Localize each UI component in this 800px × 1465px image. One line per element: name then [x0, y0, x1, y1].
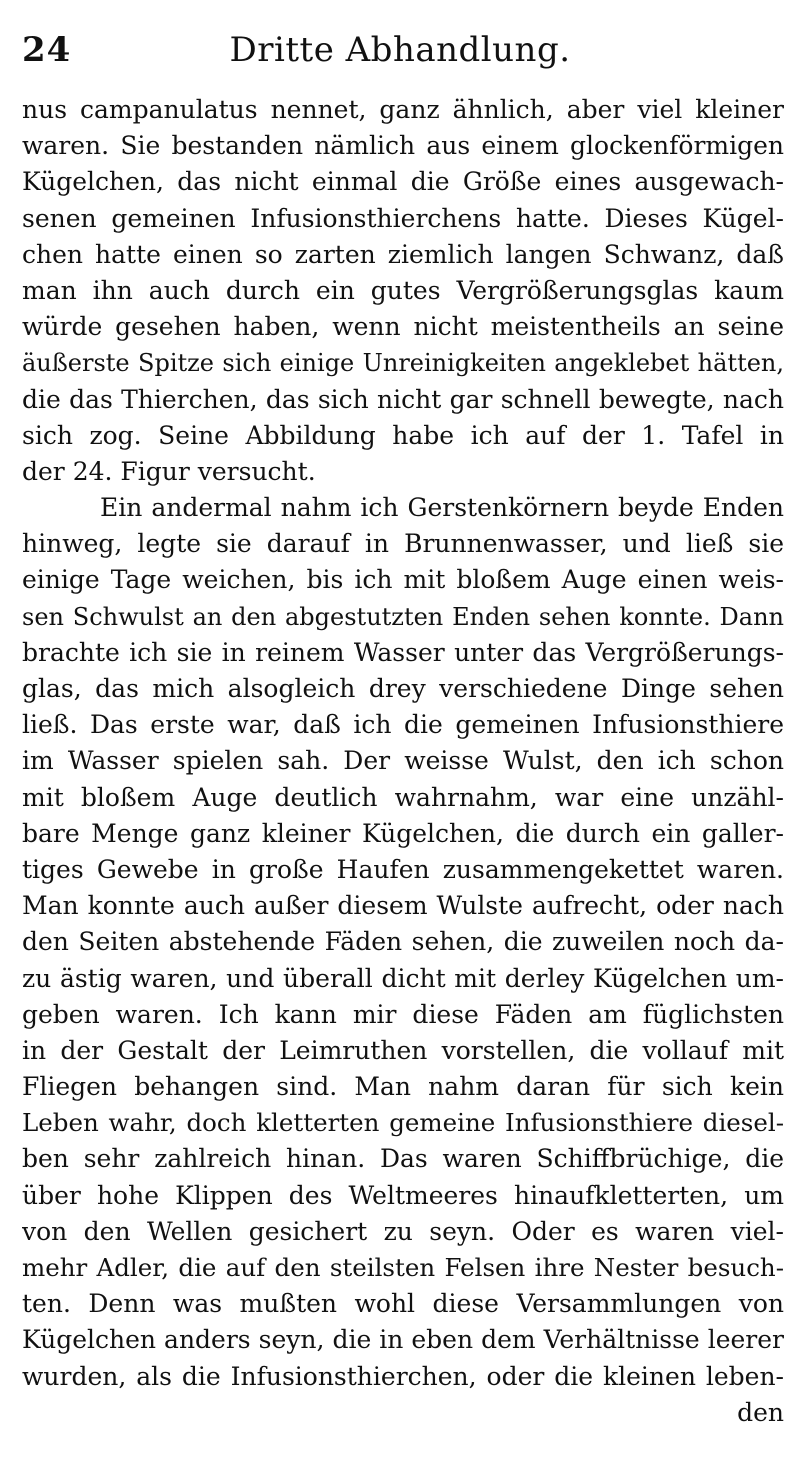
- text-line: Kügelchen anders seyn, die in eben dem Verhältnisse leerer: [22, 1325, 784, 1355]
- text-line: hinweg, legte sie darauf in Brunnenwasser, und ließ sie: [22, 529, 784, 559]
- page-header: [22, 24, 778, 80]
- text-line: man ihn auch durch ein gutes Vergrößerungsglas kaum: [22, 275, 784, 305]
- text-line: würde gesehen haben, wenn nicht meistentheils an seine: [22, 312, 784, 342]
- paragraph-start-line: Ein andermal nahm ich Gerstenkörnern beyde Enden: [100, 493, 784, 523]
- text-line: im Wasser spielen sah. Der weisse Wulst, den ich schon: [22, 746, 784, 776]
- text-line: geben waren. Ich kann mir diese Fäden am füglichsten: [22, 999, 784, 1029]
- text-line: Kügelchen, das nicht einmal die Größe eines ausgewach-: [22, 167, 784, 197]
- text-line: bare Menge ganz kleiner Kügelchen, die durch ein galler-: [22, 818, 784, 848]
- text-line: mit bloßem Auge deutlich wahrnahm, war eine unzähl-: [22, 782, 784, 812]
- text-line: senen gemeinen Infusionsthierchens hatte. Dieses Kügel-: [22, 203, 784, 233]
- text-line: glas, das mich alsogleich drey verschiedene Dinge sehen: [22, 674, 784, 703]
- text-line: mehr Adler, die auf den steilsten Felsen ihre Nester besuch-: [22, 1253, 784, 1282]
- text-line: einige Tage weichen, bis ich mit bloßem Auge einen weis-: [22, 565, 784, 595]
- text-line: ten. Denn was mußten wohl diese Versammlungen von: [22, 1289, 784, 1319]
- catchword: den: [737, 1397, 784, 1427]
- text-line: nus campanulatus nennet, ganz ähnlich, aber viel kleiner: [22, 95, 784, 124]
- text-line: äußerste Spitze sich einige Unreinigkeiten angeklebet hätten,: [22, 349, 784, 378]
- text-line: den Seiten abstehende Fäden sehen, die zuweilen noch da-: [22, 927, 784, 957]
- text-line: waren. Sie bestanden nämlich aus einem glockenförmigen: [22, 131, 784, 161]
- text-line: ben sehr zahlreich hinan. Das waren Schiffbrüchige, die: [22, 1144, 784, 1174]
- text-line: Man konnte auch außer diesem Wulste aufrecht, oder nach: [22, 891, 784, 921]
- text-line: tiges Gewebe in große Haufen zusammengekettet waren.: [22, 854, 784, 884]
- text-line: zu ästig waren, und überall dicht mit derley Kügelchen um-: [22, 963, 784, 993]
- text-line: die das Thierchen, das sich nicht gar schnell bewegte, nach: [22, 384, 784, 414]
- text-line: von den Wellen gesichert zu seyn. Oder es waren viel-: [22, 1216, 784, 1246]
- text-line: ließ. Das erste war, daß ich die gemeinen Infusionsthiere: [22, 710, 784, 740]
- body-text: [22, 92, 784, 1431]
- text-line: wurden, als die Infusionsthierchen, oder die kleinen leben-: [22, 1361, 784, 1391]
- text-line: sich zog. Seine Abbildung habe ich auf der 1. Tafel in: [22, 420, 784, 450]
- text-line: Fliegen behangen sind. Man nahm daran für sich kein: [22, 1072, 784, 1102]
- paragraph-end-line: der 24. Figur versucht.: [22, 456, 316, 486]
- text-line: in der Gestalt der Leimruthen vorstellen, die vollauf mit: [22, 1035, 784, 1065]
- page-number: 24: [22, 30, 72, 70]
- text-line: chen hatte einen so zarten ziemlich langen Schwanz, daß: [22, 239, 784, 269]
- text-line: brachte ich sie in reinem Wasser unter das Vergrößerungs-: [22, 637, 784, 667]
- text-line: Leben wahr, doch kletterten gemeine Infusionsthiere diesel-: [22, 1108, 784, 1138]
- text-line: über hohe Klippen des Weltmeeres hinaufkletterten, um: [22, 1180, 784, 1210]
- text-line: sen Schwulst an den abgestutzten Enden sehen konnte. Dann: [22, 602, 784, 631]
- running-title: Dritte Abhandlung.: [229, 30, 571, 70]
